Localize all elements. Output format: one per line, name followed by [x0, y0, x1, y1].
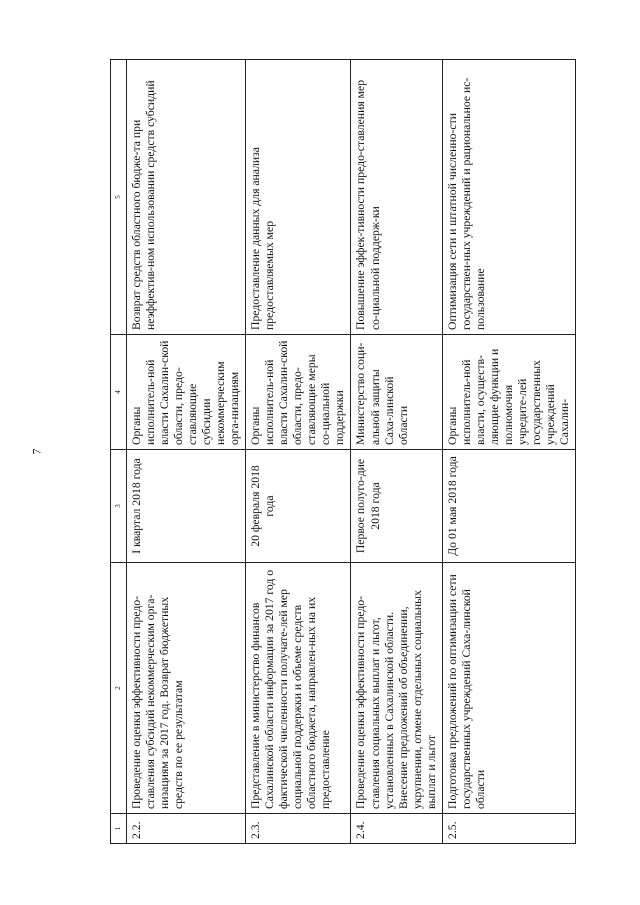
measure-description: Проведение оценки эффективности предо-ставления социальных выплат и льгот, установленных в Сахалинской области. Внесение предложений об объединении, укрупнении, отмене отдельных социальных выплат и льгот	[351, 563, 442, 814]
table-row	[351, 60, 442, 844]
deadline-cell: 20 февраля 2018 года	[246, 450, 351, 563]
executors-cell: Органы исполнитель-ной власти, осуществ-ляющие функции и полномочия учредите-лей государственных учреждений Сахалин-	[442, 335, 575, 450]
deadline-cell: До 01 мая 2018 года	[442, 450, 575, 563]
page-number: 7	[29, 448, 44, 455]
row-number: 2.2.	[127, 814, 246, 844]
executors-cell: Министерство соци-альной защиты Саха-линской области	[351, 335, 442, 450]
column-header: 5	[111, 60, 127, 335]
expected-result-cell: Оптимизация сети и штатной численно-сти государствен-ных учреждений и рациональное ис-пользование	[442, 60, 575, 335]
deadline-cell: I квартал 2018 года	[127, 450, 246, 563]
row-number: 2.4.	[351, 814, 442, 844]
expected-result-cell: Предоставление данных для анализа предоставляемых мер	[246, 60, 351, 335]
column-header: 3	[111, 450, 127, 563]
column-header: 1	[111, 814, 127, 844]
table-row	[127, 60, 246, 844]
rotated-table-container	[110, 60, 571, 844]
expected-result-cell: Повышение эффек-тивности предо-ставления мер со-циальной поддерж-ки	[351, 60, 442, 335]
column-header: 2	[111, 563, 127, 814]
row-number: 2.3.	[246, 814, 351, 844]
table-header-row	[111, 60, 127, 844]
measure-description: Представление в министерство финансов Сахалинской области информации за 2017 год о фактической численности получате-лей мер социальной поддержки и объеме средств областного бюджета, направлен-ных на их предоставление	[246, 563, 351, 814]
measure-description: Проведение оценки эффективности предо-ставления субсидий некоммерческим орга-низациям за 2017 год. Возврат бюджетных средств по ее результатам	[127, 563, 246, 814]
expected-result-cell: Возврат средств областного бюдже-та при неэффектив-ном использовании средств субсидий	[127, 60, 246, 335]
column-header: 4	[111, 335, 127, 450]
executors-cell: Органы исполнитель-ной власти Сахалин-ской области, предо-ставляющие меры со-циальной поддержки	[246, 335, 351, 450]
measures-table	[110, 59, 576, 844]
executors-cell: Органы исполнитель-ной власти Сахалин-ской области, предо-ставляющие субсидии некоммерческим орга-низациям	[127, 335, 246, 450]
table-row	[246, 60, 351, 844]
deadline-cell: Первое полуго-дие 2018 года	[351, 450, 442, 563]
row-number: 2.5.	[442, 814, 575, 844]
table-row	[442, 60, 575, 844]
measure-description: Подготовка предложений по оптимизации сети государственных учреждений Саха-линской области	[442, 563, 575, 814]
